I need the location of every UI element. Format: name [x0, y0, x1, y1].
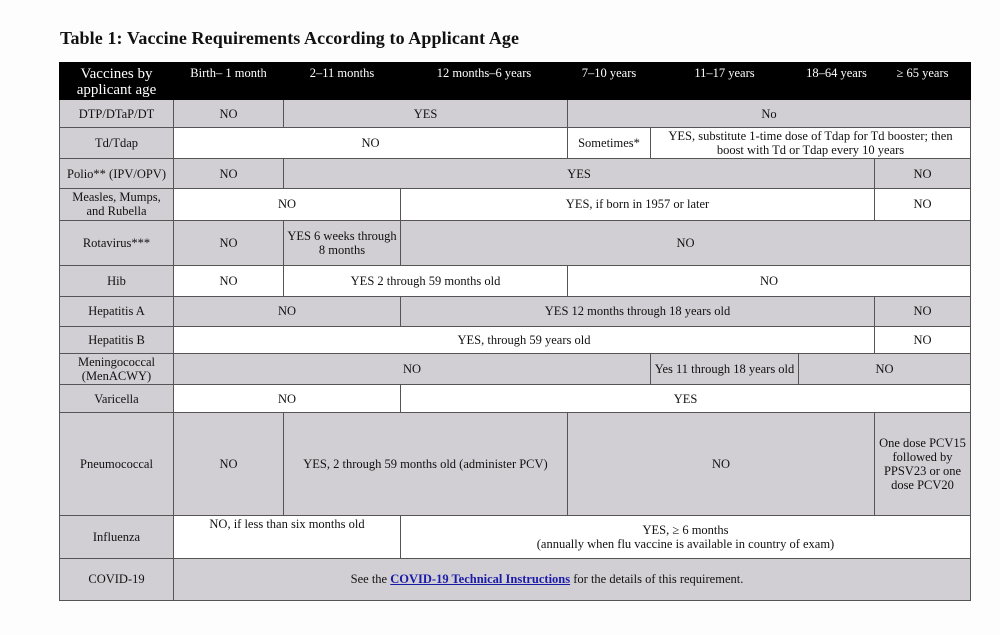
- table-row-rotavirus: [60, 220, 971, 265]
- table-row-pneumococcal: [60, 413, 971, 515]
- covid-note-prefix: See the: [350, 572, 391, 587]
- vaccine-name-hepatitis-b: Hepatitis B: [60, 326, 174, 353]
- cell-polio-senior: NO: [875, 159, 971, 189]
- vaccine-name-meningococcal: Meningococcal (MenACWY): [60, 354, 174, 385]
- cell-mmr-senior: NO: [875, 189, 971, 220]
- header-age-birth: Birth– 1 month: [174, 63, 284, 100]
- header-age-7-10-years: 7–10 years: [568, 63, 651, 100]
- cell-flu-no: NO, if less than six months old: [174, 515, 401, 558]
- cell-rota-birth: NO: [174, 220, 284, 265]
- vaccine-requirements-table: [59, 62, 971, 601]
- cell-polio-birth: NO: [174, 159, 284, 189]
- cell-hepa-yes: YES 12 months through 18 years old: [401, 296, 875, 326]
- vaccine-name-pneumococcal: Pneumococcal: [60, 413, 174, 515]
- cell-td-yes: YES, substitute 1-time dose of Tdap for Td booster; then boost with Td or Tdap every 10 years: [651, 128, 971, 159]
- cell-hepa-no: NO: [174, 296, 401, 326]
- cell-mening-yes: Yes 11 through 18 years old: [651, 354, 799, 385]
- vaccine-name-influenza: Influenza: [60, 515, 174, 558]
- cell-hib-no: NO: [568, 265, 971, 296]
- cell-flu-yes-line1: YES, ≥ 6 months: [642, 522, 729, 537]
- cell-pneumo-senior: One dose PCV15 followed by PPSV23 or one dose PCV20: [875, 413, 971, 515]
- cell-rota-no: NO: [401, 220, 971, 265]
- table-row-influenza: [60, 515, 971, 558]
- cell-hib-birth: NO: [174, 265, 284, 296]
- table-row-hib: [60, 265, 971, 296]
- table-row-mmr: [60, 189, 971, 220]
- header-age-18-64-years: 18–64 years: [799, 63, 875, 100]
- cell-pneumo-yes: YES, 2 through 59 months old (administer PCV): [284, 413, 568, 515]
- header-age-11-17-years: 11–17 years: [651, 63, 799, 100]
- cell-mmr-no: NO: [174, 189, 401, 220]
- vaccine-name-varicella: Varicella: [60, 385, 174, 413]
- header-age-2-11-months: 2–11 months: [284, 63, 401, 100]
- cell-varicella-no: NO: [174, 385, 401, 413]
- cell-mmr-yes: YES, if born in 1957 or later: [401, 189, 875, 220]
- cell-dtp-no: No: [568, 100, 971, 128]
- vaccine-name-polio: Polio** (IPV/OPV): [60, 159, 174, 189]
- covid-technical-instructions-link[interactable]: COVID-19 Technical Instructions: [390, 572, 571, 587]
- table-row-varicella: [60, 385, 971, 413]
- cell-hepb-yes: YES, through 59 years old: [174, 326, 875, 353]
- cell-td-sometimes: Sometimes*: [568, 128, 651, 159]
- cell-pneumo-no: NO: [568, 413, 875, 515]
- table-row-hepatitis-a: [60, 296, 971, 326]
- vaccine-name-mmr: Measles, Mumps, and Rubella: [60, 189, 174, 220]
- vaccine-name-td: Td/Tdap: [60, 128, 174, 159]
- table-row-td: [60, 128, 971, 159]
- cell-rota-yes: YES 6 weeks through 8 months: [284, 220, 401, 265]
- cell-mening-senior: NO: [799, 354, 971, 385]
- cell-hepa-senior: NO: [875, 296, 971, 326]
- cell-dtp-birth: NO: [174, 100, 284, 128]
- vaccine-name-hib: Hib: [60, 265, 174, 296]
- header-vaccines: Vaccines by applicant age: [60, 63, 174, 100]
- vaccine-name-covid: COVID-19: [60, 558, 174, 600]
- cell-flu-yes: [401, 515, 971, 558]
- table-row-polio: [60, 159, 971, 189]
- cell-varicella-yes: YES: [401, 385, 971, 413]
- vaccine-name-rotavirus: Rotavirus***: [60, 220, 174, 265]
- table-row-dtp: [60, 100, 971, 128]
- cell-dtp-yes: YES: [284, 100, 568, 128]
- cell-flu-yes-line2: (annually when flu vaccine is available in country of exam): [536, 536, 835, 551]
- table-row-hepatitis-b: [60, 326, 971, 353]
- cell-td-no: NO: [174, 128, 568, 159]
- cell-hepb-senior: NO: [875, 326, 971, 353]
- cell-mening-no: NO: [174, 354, 651, 385]
- vaccine-name-hepatitis-a: Hepatitis A: [60, 296, 174, 326]
- table-row-covid: [60, 558, 971, 600]
- cell-pneumo-birth: NO: [174, 413, 284, 515]
- covid-note-suffix: for the details of this requirement.: [570, 572, 744, 587]
- table-row-meningococcal: [60, 354, 971, 385]
- cell-covid-note: [174, 558, 971, 600]
- vaccine-name-dtp: DTP/DTaP/DT: [60, 100, 174, 128]
- table-title: Table 1: Vaccine Requirements According to Applicant Age: [60, 28, 520, 48]
- cell-polio-yes: YES: [284, 159, 875, 189]
- cell-hib-yes: YES 2 through 59 months old: [284, 265, 568, 296]
- header-age-65-plus: ≥ 65 years: [875, 63, 971, 100]
- header-age-12-months-6-years: 12 months–6 years: [401, 63, 568, 100]
